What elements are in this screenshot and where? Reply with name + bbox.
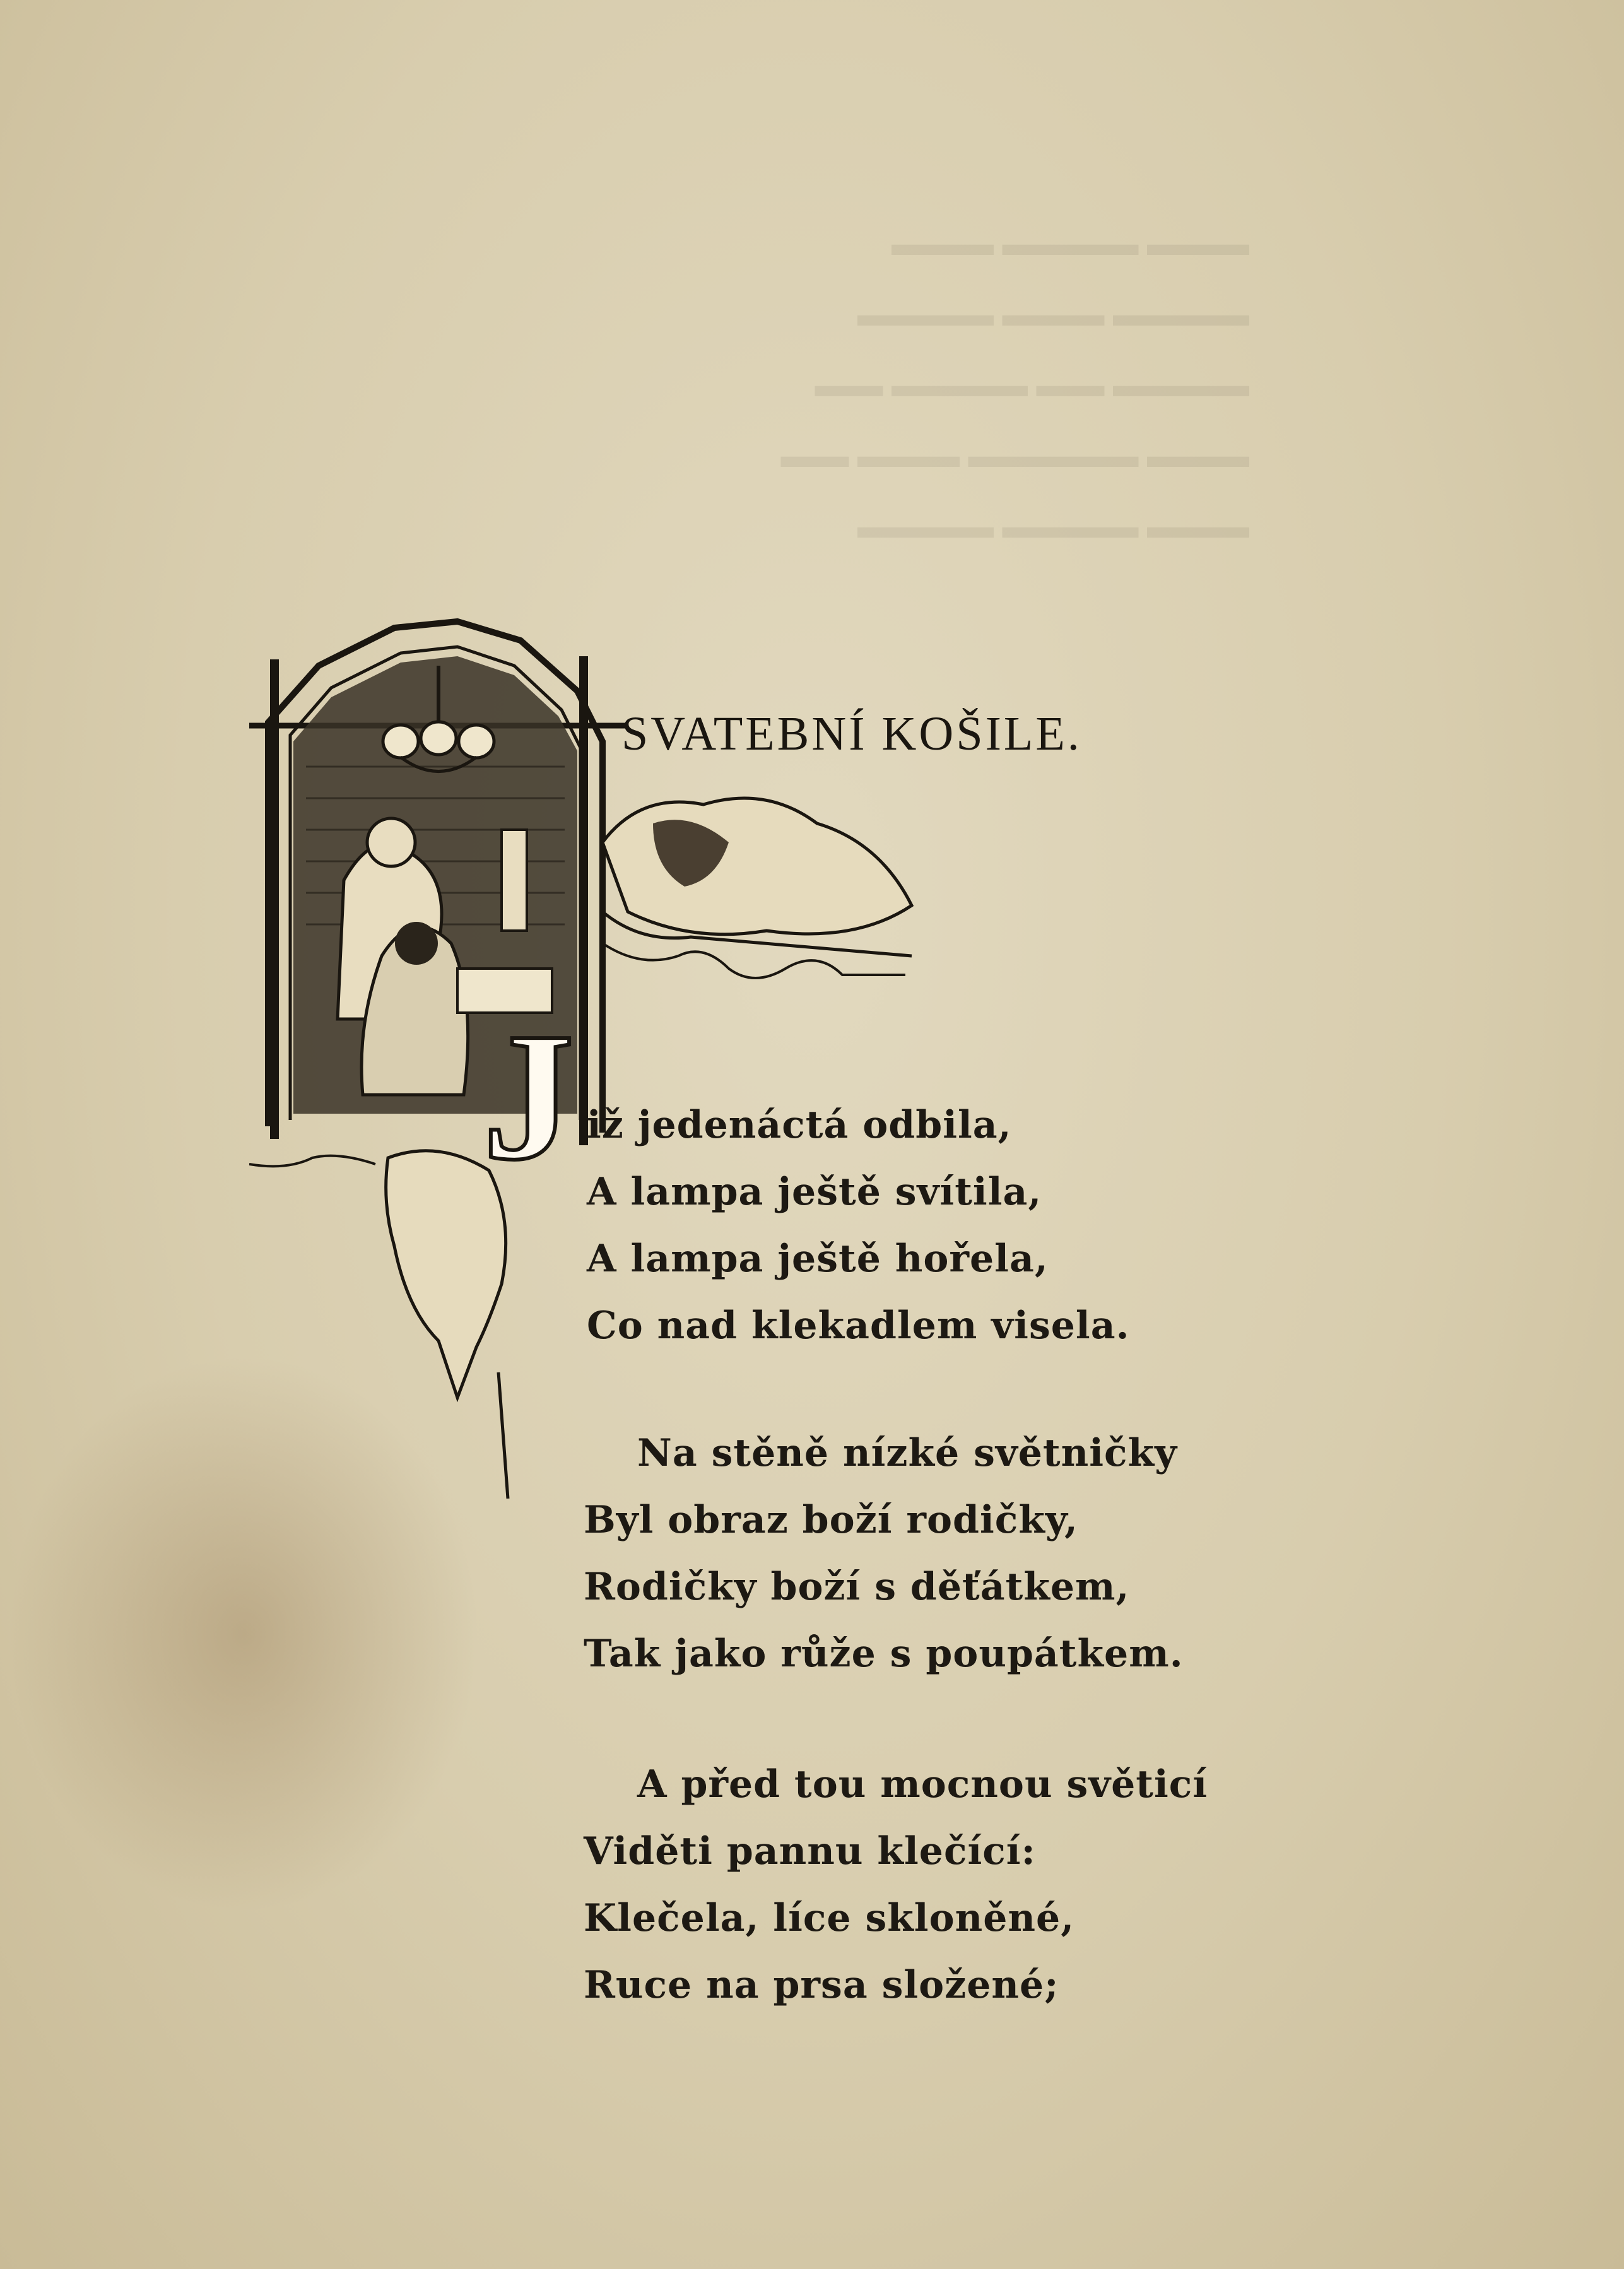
stanza-3 [584,1751,1208,2019]
verse-line: A lampa ještě svítila, [587,1170,1042,1214]
verse-line: Ruce na prsa složené; [584,1963,1059,2007]
drop-cap-letter: J [483,995,574,1198]
verse-line: A lampa ještě hořela, [587,1237,1049,1281]
verse-line: Viděti pannu klečící: [584,1829,1036,1873]
poem-title: SVATEBNÍ KOŠILE. [621,707,1082,760]
stanza-2 [584,1420,1184,1687]
stanza-1 [587,1092,1129,1359]
verse-line: Co nad klekadlem visela. [587,1304,1130,1348]
show-through-text: ▬▬▬ ▬▬▬▬ ▬▬▬ ▬▬▬▬ ▬▬▬ ▬▬▬▬ ▬▬▬▬ ▬▬ ▬▬▬▬ ▬▬ ▬▬▬ ▬▬▬▬▬ ▬▬▬ ▬▬ ▬▬▬ ▬▬▬▬ ▬▬▬▬ [780,225,1249,545]
verse-line: Byl obraz boží rodičky, [584,1498,1078,1542]
verse-line: Rodičky boží s děťátkem, [584,1565,1130,1609]
verse-line: iž jedenáctá odbila, [587,1103,1012,1147]
verse-line: Tak jako růže s poupátkem. [584,1632,1184,1676]
verse-line: A před tou mocnou světicí [637,1762,1208,1806]
verse-line: Klečela, líce skloněné, [584,1896,1075,1940]
verse-line: Na stěně nízké světničky [637,1431,1178,1475]
